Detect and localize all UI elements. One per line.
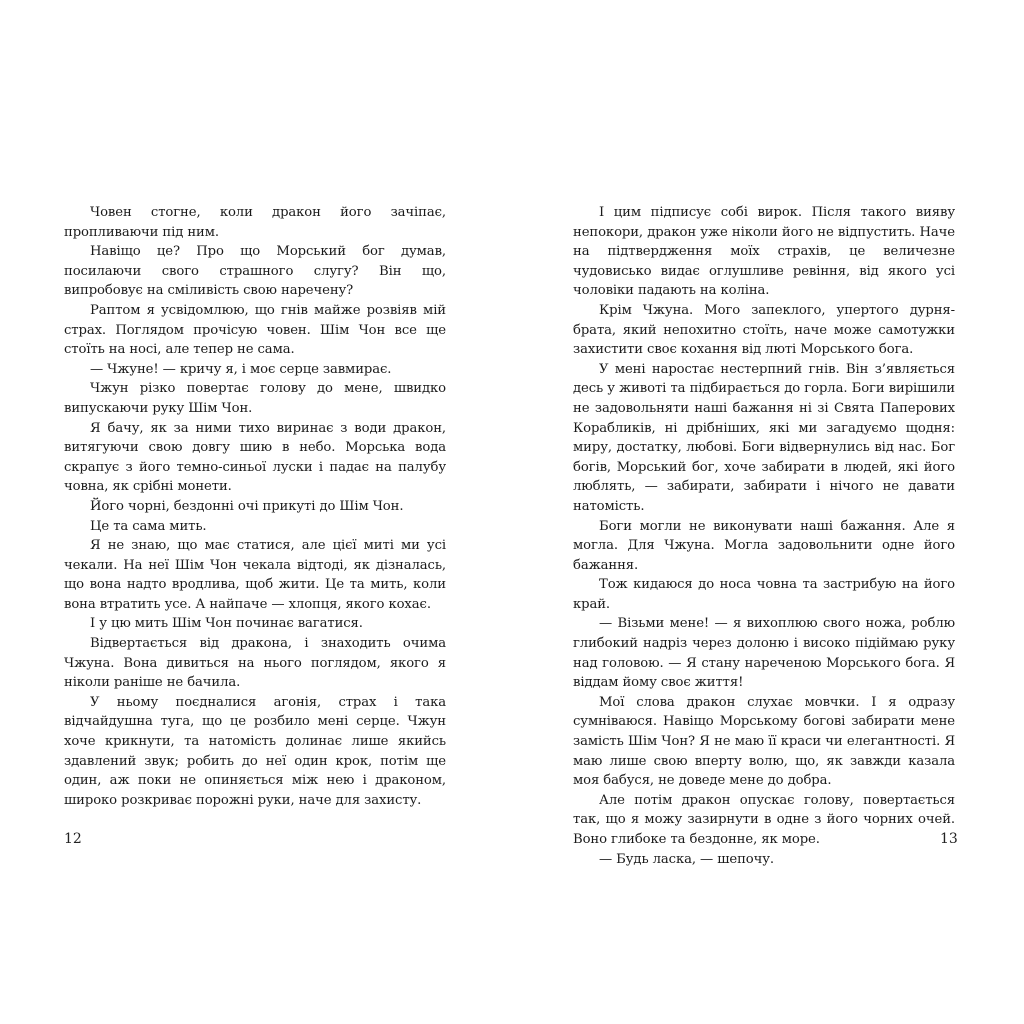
paragraph: Навіщо це? Про що Морський бог думав, посилаючи свого страшного слугу? Він що, випробовує на сміливість свою наречену? xyxy=(64,244,446,299)
paragraph: Чжун різко повертає голову до мене, швидко випускаючи руку Шім Чон. xyxy=(64,381,446,416)
paragraph: — Чжуне! — кричу я, і моє серце завмирає. xyxy=(90,361,392,377)
paragraph: І у цю мить Шім Чон починає вагатися. xyxy=(90,616,363,632)
left-page xyxy=(64,203,446,810)
right-page xyxy=(573,203,955,869)
page-number-right: 13 xyxy=(940,831,958,847)
paragraph: Але потім дракон опускає голову, повертається так, що я можу зазирнути в одне з його чорних очей. Воно глибоке та бездонне, як море. xyxy=(573,792,955,847)
paragraph: Крім Чжуна. Мого запеклого, упертого дурня-брата, який непохитно стоїть, наче може самотужки захистити своє кохання від люті Морського бога. xyxy=(573,302,955,358)
paragraph: Раптом я усвідомлюю, що гнів майже розвіяв мій страх. Поглядом прочісую човен. Шім Чон все ще стоїть на носі, але тепер не сама. xyxy=(64,302,446,358)
paragraph: У ньому поєдналися агонія, страх і така відчайдушна туга, що це розбило мені серце. Чжун хоче крикнути, та натомість долинає лише якийсь здавлений звук; робить до неї один крок, потім ще один, аж поки не опиняється між нею і драконом, широко розкриває порожні руки, наче для захисту. xyxy=(64,694,446,808)
paragraph: Тож кидаюся до носа човна та застрибую на його край. xyxy=(573,577,955,612)
paragraph: Боги могли не виконувати наші бажання. Але я могла. Для Чжуна. Могла задовольнити одне його бажання. xyxy=(573,518,955,573)
paragraph: — Візьми мене! — я вихоплюю свого ножа, роблю глибокий надріз через долоню і високо підіймаю руку над головою. — Я стану нареченою Морського бога. Я віддам йому своє життя! xyxy=(573,616,955,691)
paragraph: У мені наростає нестерпний гнів. Він з’являється десь у животі та підбирається до горла. Боги вирішили не задовольняти наші бажання ні зі Свята Паперових Корабликів, ні дрібніших, які ми загадуємо щодня: миру, достатку, любові. Боги відвернулись від нас. Бог богів, Морський бог, хоче забирати в людей, які його люблять, — забирати, забирати і нічого не давати натомість. xyxy=(573,361,955,514)
paragraph: Відвертається від дракона, і знаходить очима Чжуна. Вона дивиться на нього поглядом, якого я ніколи раніше не бачила. xyxy=(64,636,446,691)
page-number-left: 12 xyxy=(64,831,82,847)
paragraph: Його чорні, бездонні очі прикуті до Шім Чон. xyxy=(90,498,404,514)
paragraph: Човен стогне, коли дракон його зачіпає, пропливаючи під ним. xyxy=(64,205,446,240)
paragraph: Я бачу, як за ними тихо виринає з води дракон, витягуючи свою довгу шию в небо. Морська вода скрапує з його темно-синьої луски і падає на палубу човна, як срібні монети. xyxy=(64,420,446,495)
paragraph: Мої слова дракон слухає мовчки. І я одразу сумніваюся. Навіщо Морському богові забирати мене замість Шім Чон? Я не маю її краси чи елегантності. Я маю лише свою вперту волю, що, як завжди казала моя бабуся, не доведе мене до добра. xyxy=(573,694,955,789)
paragraph: І цим підписує собі вирок. Після такого вияву непокори, дракон уже ніколи його не відпустить. Наче на підтвердження моїх страхів, це величезне чудовисько видає оглушливе ревіння, від якого усі чоловіки падають на коліна. xyxy=(573,205,955,299)
paragraph: Це та сама мить. xyxy=(90,518,207,534)
paragraph: Я не знаю, що має статися, але цієї миті ми усі чекали. На неї Шім Чон чекала відтоді, як дізналась, що вона надто вродлива, щоб жити. Це та мить, коли вона втратить усе. А найпаче — хлопця, якого кохає. xyxy=(64,538,446,612)
paragraph: — Будь ласка, — шепочу. xyxy=(599,851,774,867)
